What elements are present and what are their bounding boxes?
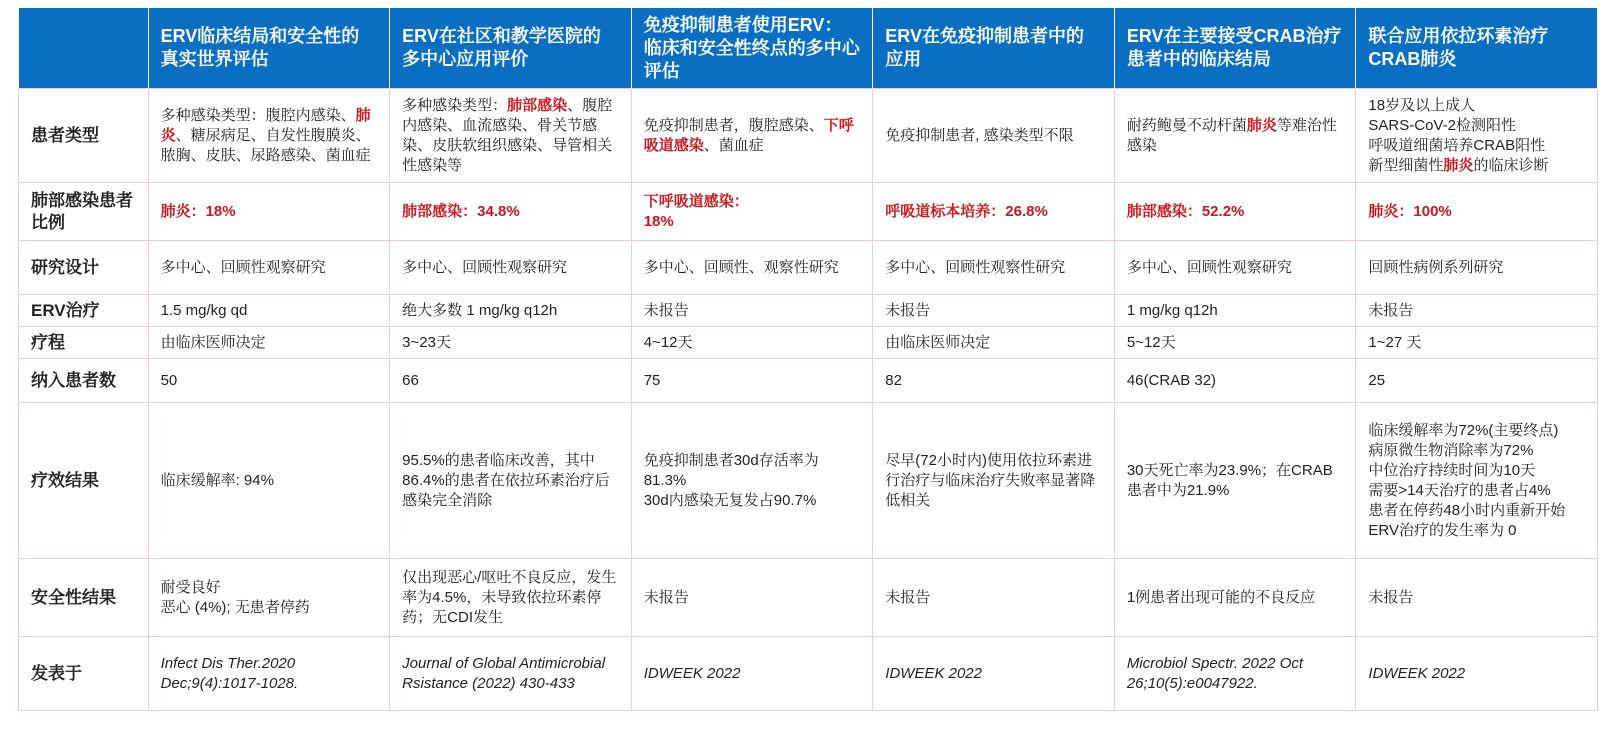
cell-line: 18% [643, 212, 674, 230]
row-enrolled [19, 359, 1598, 403]
cell: 3~23天 [390, 327, 632, 359]
row-course [19, 327, 1598, 359]
cell-text: 的临床诊断 [1473, 156, 1549, 174]
row-label: 安全性结果 [19, 559, 149, 637]
row-label: 患者类型 [19, 89, 149, 183]
cell: 1.5 mg/kg qd [148, 295, 390, 327]
row-label: ERV治疗 [19, 295, 149, 327]
row-published [19, 637, 1598, 711]
cell: 肺部感染：52.2% [1114, 183, 1356, 241]
cell: 4~12天 [631, 327, 873, 359]
cell [1114, 89, 1356, 183]
row-label: 纳入患者数 [19, 359, 149, 403]
cell: 耐受良好 恶心 (4%); 无患者停药 [148, 559, 390, 637]
header-study-2: ERV在社区和教学医院的多中心应用评价 [390, 8, 632, 89]
cell: 呼吸道标本培养：26.8% [873, 183, 1115, 241]
cell-line [1368, 156, 1585, 176]
header-corner [19, 8, 149, 89]
cell: 未报告 [873, 559, 1115, 637]
cell: 5~12天 [1114, 327, 1356, 359]
cell: 1例患者出现可能的不良反应 [1114, 559, 1356, 637]
cell: 1~27 天 [1356, 327, 1598, 359]
cell [148, 89, 390, 183]
cell-text: 、糖尿病足、自发性腹膜炎、脓胸、皮肤、尿路感染、菌血症 [160, 126, 371, 164]
cell: IDWEEK 2022 [1356, 637, 1598, 711]
cell: 免疫抑制患者30d存活率为81.3% 30d内感染无复发占90.7% [631, 403, 873, 559]
comparison-table [18, 8, 1598, 711]
cell: 95.5%的患者临床改善，其中86.4%的患者在依拉环素治疗后感染完全消除 [390, 403, 632, 559]
row-efficacy [19, 403, 1598, 559]
cell: 由临床医师决定 [873, 327, 1115, 359]
cell: 未报告 [873, 295, 1115, 327]
cell [390, 89, 632, 183]
cell: 50 [148, 359, 390, 403]
header-study-3: 免疫抑制患者使用ERV：临床和安全性终点的多中心评估 [631, 8, 873, 89]
cell: 多中心、回顾性观察研究 [390, 241, 632, 295]
cell-line: 下呼吸道感染： [643, 192, 749, 210]
cell: 66 [390, 359, 632, 403]
row-treatment [19, 295, 1598, 327]
cell: 肺炎：100% [1356, 183, 1598, 241]
cell: 30天死亡率为23.9%；在CRAB患者中为21.9% [1114, 403, 1356, 559]
cell: 绝大多数 1 mg/kg q12h [390, 295, 632, 327]
cell: 临床缓解率: 94% [148, 403, 390, 559]
cell-highlight: 肺部感染 [507, 96, 568, 114]
cell: 25 [1356, 359, 1598, 403]
cell-highlight: 肺炎 [160, 106, 371, 144]
cell-highlight: 肺炎 [1246, 116, 1277, 134]
cell-text: 耐药鲍曼不动杆菌 [1126, 116, 1247, 134]
cell: 46(CRAB 32) [1114, 359, 1356, 403]
cell: 未报告 [1356, 559, 1598, 637]
header-study-4: ERV在免疫抑制患者中的应用 [873, 8, 1115, 89]
cell-line: 18岁及以上成人 [1368, 96, 1476, 114]
cell-text: 新型细菌性 [1368, 156, 1444, 174]
cell: 肺炎：18% [148, 183, 390, 241]
cell [631, 183, 873, 241]
cell: 多中心、回顾性观察研究 [1114, 241, 1356, 295]
cell: 多中心、回顾性观察性研究 [873, 241, 1115, 295]
cell [631, 89, 873, 183]
cell: Infect Dis Ther.2020 Dec;9(4):1017-1028. [148, 637, 390, 711]
cell: 未报告 [631, 559, 873, 637]
header-row [19, 8, 1598, 89]
row-label: 疗程 [19, 327, 149, 359]
cell: IDWEEK 2022 [631, 637, 873, 711]
row-safety [19, 559, 1598, 637]
cell-text: 、腹腔内感染、血流感染、骨关节感染、皮肤软组织感染、导管相关性感染等 [402, 96, 613, 174]
cell: 75 [631, 359, 873, 403]
cell: IDWEEK 2022 [873, 637, 1115, 711]
cell: 临床缓解率为72%(主要终点) 病原微生物消除率为72% 中位治疗持续时间为10天 需要>14天治疗的患者占4% 患者在停药48小时内重新开始ERV治疗的发生率为 0 [1356, 403, 1598, 559]
cell: 1 mg/kg q12h [1114, 295, 1356, 327]
row-design [19, 241, 1598, 295]
cell: 尽早(72小时内)使用依拉环素进行治疗与临床治疗失败率显著降低相关 [873, 403, 1115, 559]
cell [1356, 89, 1598, 183]
cell: 多中心、回顾性观察研究 [148, 241, 390, 295]
cell-text: 多种感染类型： [402, 96, 508, 114]
cell-text: 等难治性感染 [1126, 116, 1337, 154]
header-study-1: ERV临床结局和安全性的真实世界评估 [148, 8, 390, 89]
cell-text: 多种感染类型：腹腔内感染、 [160, 106, 356, 124]
cell-text: 、菌血症 [703, 136, 764, 154]
cell: 由临床医师决定 [148, 327, 390, 359]
row-lung-ratio [19, 183, 1598, 241]
cell: 82 [873, 359, 1115, 403]
cell-line: 呼吸道细菌培养CRAB阳性 [1368, 136, 1546, 154]
cell: Journal of Global Antimicrobial Rsistance (2022) 430-433 [390, 637, 632, 711]
cell: Microbiol Spectr. 2022 Oct 26;10(5):e0047922. [1114, 637, 1356, 711]
header-study-5: ERV在主要接受CRAB治疗患者中的临床结局 [1114, 8, 1356, 89]
row-label: 发表于 [19, 637, 149, 711]
cell: 多中心、回顾性、观察性研究 [631, 241, 873, 295]
header-study-6: 联合应用依拉环素治疗CRAB肺炎 [1356, 8, 1598, 89]
row-patient-type [19, 89, 1598, 183]
cell-line: SARS-CoV-2检测阳性 [1368, 116, 1516, 134]
cell-text: 免疫抑制患者，腹腔感染、 [643, 116, 824, 134]
cell: 仅出现恶心/呕吐不良反应，发生率为4.5%，未导致依拉环素停药；无CDI发生 [390, 559, 632, 637]
row-label: 肺部感染患者比例 [19, 183, 149, 241]
cell: 回顾性病例系列研究 [1356, 241, 1598, 295]
cell-highlight: 肺炎 [1443, 156, 1474, 174]
cell: 未报告 [631, 295, 873, 327]
cell: 免疫抑制患者, 感染类型不限 [873, 89, 1115, 183]
row-label: 研究设计 [19, 241, 149, 295]
cell: 未报告 [1356, 295, 1598, 327]
row-label: 疗效结果 [19, 403, 149, 559]
cell-highlight: 下呼吸道感染 [643, 116, 854, 154]
cell: 肺部感染：34.8% [390, 183, 632, 241]
